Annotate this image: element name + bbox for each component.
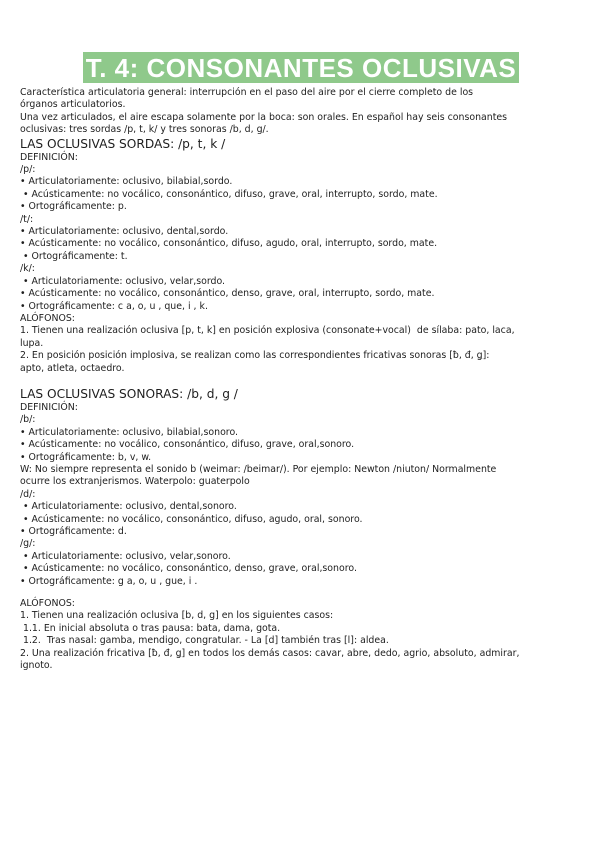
text-line: • Ortográficamente: d. bbox=[20, 526, 127, 537]
text-line: • Articulatoriamente: oclusivo, dental,sordo. bbox=[20, 226, 229, 238]
text-line: • Acústicamente: no vocálico, consonántico, denso, grave, oral, interrupto, sordo, mate. bbox=[20, 288, 435, 300]
text-line: 2. Una realización fricativa [ƀ, đ, ǥ] en todos los demás casos: cavar, abre, dedo, agrio, absoluto, admirar, bbox=[20, 647, 520, 659]
text-line: /t/: bbox=[20, 213, 34, 225]
intro-line: Una vez articulados, el aire escapa solamente por la boca: son orales. En español hay seis consonantes bbox=[20, 111, 508, 123]
text-line: • Acústicamente: no vocálico, consonántico, difuso, agudo, oral, interrupto, sordo, mate. bbox=[20, 238, 438, 250]
spacer bbox=[20, 375, 582, 387]
text-line: apto, atleta, octaedro. bbox=[20, 362, 125, 374]
text-line: /d/: bbox=[20, 488, 36, 500]
text-line: • Acústicamente: no vocálico, consonántico, difuso, grave, oral,sonoro. bbox=[20, 439, 355, 451]
text-line: • Articulatoriamente: oclusivo, velar,sonoro. bbox=[20, 550, 231, 562]
text-line: W: No siempre representa el sonido b (weimar: /beimar/). Por ejemplo: Newton /niuton/ Normalmente bbox=[20, 463, 497, 475]
title-container bbox=[20, 52, 582, 83]
text-line: 2. En posición posición implosiva, se realizan como las correspondientes fricativas sonoras [ƀ, đ, ǥ]: bbox=[20, 350, 490, 362]
text-line: DEFINICIÓN: bbox=[20, 151, 78, 163]
text-line: 1. Tienen una realización oclusiva [p, t, k] en posición explosiva (consonate+vocal) de sílaba: pato, laca, bbox=[20, 325, 515, 337]
text-line: ALÓFONOS: bbox=[20, 312, 75, 324]
section-sonoras bbox=[20, 387, 582, 588]
text-line: /p/: bbox=[20, 164, 36, 176]
text-line: • Ortográficamente: p. bbox=[20, 201, 127, 213]
section-alofonos-sonoras bbox=[20, 598, 582, 672]
intro-line: órganos articulatorios. bbox=[20, 99, 126, 111]
text-line: • Ortográficamente: g a, o, u , gue, i . bbox=[20, 575, 198, 587]
section-heading-sordas: LAS OCLUSIVAS SORDAS: /p, t, k / bbox=[20, 136, 226, 151]
text-line: ALÓFONOS: bbox=[20, 598, 75, 610]
text-line: • Articulatoriamente: oclusivo, dental,sonoro. bbox=[20, 501, 237, 513]
text-line: DEFINICIÓN: bbox=[20, 401, 78, 413]
text-line: • Acústicamente: no vocálico, consonántico, denso, grave, oral,sonoro. bbox=[20, 563, 357, 575]
page-title: T. 4: CONSONANTES OCLUSIVAS bbox=[83, 52, 520, 83]
section-heading-sonoras: LAS OCLUSIVAS SONORAS: /b, d, g / bbox=[20, 386, 238, 401]
text-line: • Articulatoriamente: oclusivo, velar,sordo. bbox=[20, 275, 226, 287]
text-line: • Ortográficamente: b, v, w. bbox=[20, 451, 152, 463]
text-line: • Articulatoriamente: oclusivo, bilabial,sonoro. bbox=[20, 426, 239, 438]
text-line: • Articulatoriamente: oclusivo, bilabial,sordo. bbox=[20, 176, 233, 188]
text-line: • Ortográficamente: t. bbox=[20, 250, 128, 262]
spacer bbox=[20, 588, 582, 598]
intro-line: Característica articulatoria general: interrupción en el paso del aire por el cierre completo de los bbox=[20, 87, 474, 98]
section-sordas bbox=[20, 137, 582, 375]
document-page bbox=[20, 52, 582, 672]
intro-paragraph bbox=[20, 87, 582, 137]
text-line: 1.1. En inicial absoluta o tras pausa: bata, dama, gota. bbox=[20, 622, 281, 634]
text-line: /k/: bbox=[20, 263, 35, 275]
text-line: ocurre los extranjerismos. Waterpolo: guaterpolo bbox=[20, 476, 250, 488]
text-line: /g/: bbox=[20, 538, 36, 550]
text-line: ignoto. bbox=[20, 660, 53, 672]
text-line: • Acústicamente: no vocálico, consonántico, difuso, agudo, oral, sonoro. bbox=[20, 513, 363, 525]
text-line: 1. Tienen una realización oclusiva [b, d, g] en los siguientes casos: bbox=[20, 610, 334, 622]
text-line: • Ortográficamente: c a, o, u , que, i , k. bbox=[20, 300, 208, 312]
text-line: /b/: bbox=[20, 414, 36, 426]
text-line: • Acústicamente: no vocálico, consonántico, difuso, grave, oral, interrupto, sordo, mate. bbox=[20, 188, 438, 200]
intro-line: oclusivas: tres sordas /p, t, k/ y tres sonoras /b, d, g/. bbox=[20, 124, 269, 136]
text-line: 1.2. Tras nasal: gamba, mendigo, congratular. - La [d] también tras [l]: aldea. bbox=[20, 635, 389, 647]
text-line: lupa. bbox=[20, 337, 44, 349]
